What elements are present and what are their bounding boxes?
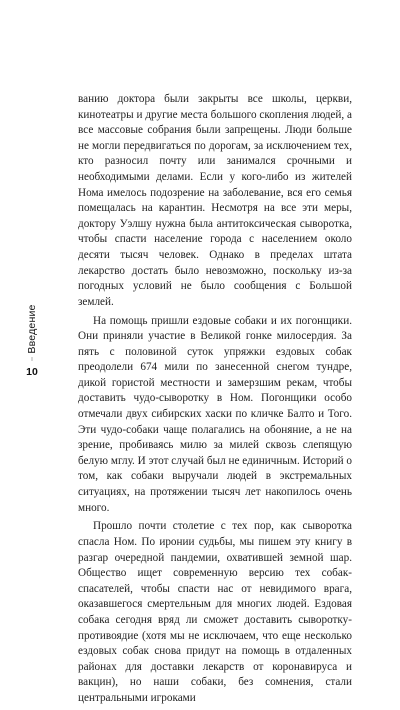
page-body-text	[78, 92, 352, 710]
section-title-vertical	[24, 298, 40, 360]
paragraph-sled-dogs: На помощь пришли ездовые собаки и их погонщики. Они приняли участие в Великой гонке милосердия. За пять с половиной суток упряжки ездовых собак преодолели 674 мили по занесенной снегом тундре, дикой гористой местности и замерзшим рекам, чтобы доставить чудо-сыворотку в Ном. Погонщики особо отмечали двух сибирских хаски по кличке Балто и Того. Эти чудо-собаки чаще полагались на обоняние, а не на зрение, пробиваясь милю за милей сквозь слепящую белую мглу. И этот случай был не единичным. Историй о том, как собаки выручали людей в экстремальных ситуациях, на протяжении тысяч лет накопилось очень много.	[78, 314, 352, 514]
page-number: 10	[24, 364, 40, 380]
paragraph-pandemic: Прошло почти столетие с тех пор, как сыворотка спасла Ном. По иронии судьбы, мы пишем эту книгу в разгар очередной пандемии, охватившей земной шар. Общество ищет современную версию тех собак-спасателей, чтобы спасти нас от невидимого врага, оказавшегося смертельным для многих людей. Ездовая собака сегодня вряд ли сможет доставить сыворотку-противоядие (хотя мы не исключаем, что еще несколько ездовых собак снова придут на помощь в отдаленных районах для доставки лекарств от коронавируса и вакцин), но наши собаки, без сомнения, стали центральными игроками	[78, 520, 352, 704]
paragraph-continuation: ванию доктора были закрыты все школы, церкви, кинотеатры и другие места большого скопления людей, а все массовые собрания были запрещены. Люди больше не могли передвигаться по дорогам, за исключением тех, кто разносил почту или занимался срочными и необходимыми делами. Если у кого-либо из жителей Нома имелось подозрение на заболевание, вся его семья помещалась на карантин. Несмотря на все эти меры, доктору Уэлшу нужна была антитоксическая сыворотка, чтобы спасти население города с населением около десяти тысяч человек. Однако в пределах штата лекарство достать было невозможно, поскольку из-за погодных условий не было сообщения с Большой землей.	[78, 93, 352, 308]
section-divider	[31, 357, 33, 361]
running-section-label	[24, 298, 40, 360]
section-title-text: Введение	[26, 304, 38, 354]
